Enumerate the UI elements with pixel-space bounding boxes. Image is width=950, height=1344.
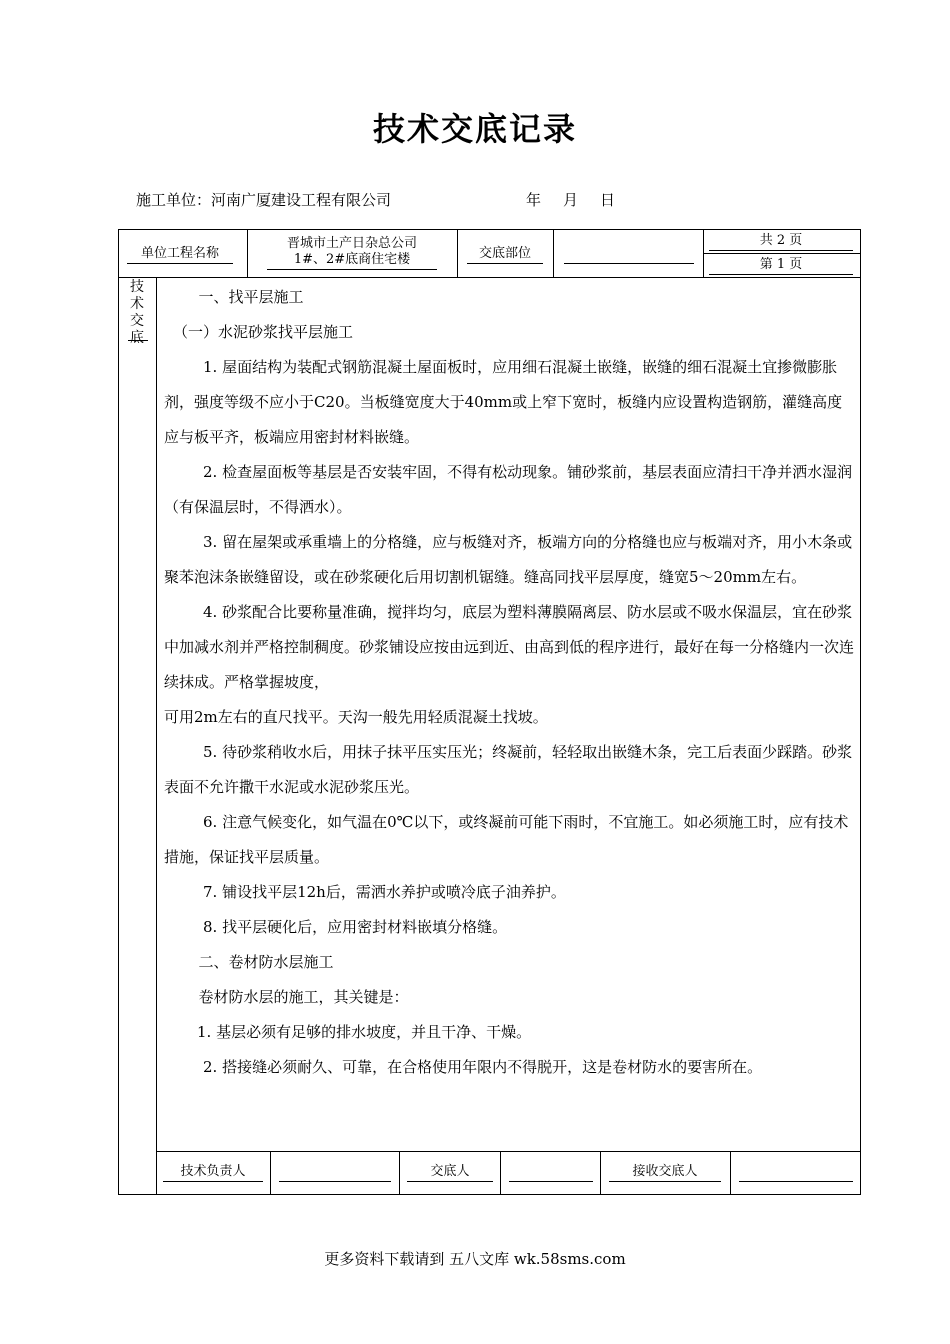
disclosure-content <box>164 280 854 1085</box>
paragraph: 8. 找平层硬化后，应用密封材料嵌填分格缝。 <box>203 918 508 936</box>
project-name-line1: 晋城市土产日杂总公司 <box>286 236 417 251</box>
paragraph: 可用2m左右的直尺找平。天沟一般先用轻质混凝土找坡。 <box>164 708 548 726</box>
discloser-label: 交底人 <box>403 1164 497 1182</box>
receiver-label: 接收交底人 <box>604 1164 726 1182</box>
part-value <box>562 246 696 269</box>
section-heading: 二、卷材防水层施工 <box>198 953 334 971</box>
part-label: 交底部位 <box>460 246 550 264</box>
construction-unit <box>136 189 391 210</box>
disclosure-side-label: 技 术 交 底 <box>130 279 144 346</box>
paragraph: 7. 铺设找平层12h后，需洒水养护或喷冷底子油养护。 <box>203 883 566 901</box>
paragraph: 5. 待砂浆稍收水后，用抹子抹平压实压光；终凝前，轻轻取出嵌缝木条，完工后表面少踩踏。砂浆表面不允许撒干水泥或水泥砂浆压光。 <box>164 743 853 796</box>
tech-lead-value <box>274 1164 396 1187</box>
page-title: 技术交底记录 <box>372 110 577 148</box>
tech-lead-label: 技术负责人 <box>160 1164 266 1182</box>
paragraph: 2. 搭接缝必须耐久、可靠，在合格使用年限内不得脱开，这是卷材防水的要害所在。 <box>203 1058 763 1076</box>
footer-note: 更多资料下载请到 五八文库 wk.58sms.com <box>324 1250 626 1268</box>
paragraph: 1. 屋面结构为装配式钢筋混凝土屋面板时，应用细石混凝土嵌缝，嵌缝的细石混凝土宜掺微膨胀剂，强度等级不应小于C20。当板缝宽度大于40mm或上窄下宽时，板缝内应设置构造钢筋，灌缝高度应与板平齐，板端应用密封材料嵌缝。 <box>164 358 843 446</box>
receiver-value <box>734 1164 858 1187</box>
project-name-line2: 1#、2#底商住宅楼 <box>267 252 437 270</box>
paragraph: 2. 检查屋面板等基层是否安装牢固，不得有松动现象。铺砂浆前，基层表面应清扫干净并洒水湿润（有保温层时，不得洒水）。 <box>164 463 853 516</box>
day-label: 日 <box>600 191 616 209</box>
paragraph: 卷材防水层的施工，其关键是： <box>198 988 409 1006</box>
year-label: 年 <box>526 191 542 209</box>
paragraph: 3. 留在屋架或承重墙上的分格缝，应与板缝对齐，板端方向的分格缝也应与板端对齐，用小木条或聚苯泡沫条嵌缝留设，或在砂浆硬化后用切割机锯缝。缝高同找平层厚度，缝宽5～20mm左右。 <box>164 533 853 586</box>
date-line <box>526 189 637 210</box>
project-name-label: 单位工程名称 <box>124 246 236 264</box>
subsection-heading: （一）水泥砂浆找平层施工 <box>173 323 354 341</box>
total-pages: 共 2 页 <box>706 233 856 251</box>
paragraph: 1. 基层必须有足够的排水坡度，并且干净、干燥。 <box>197 1023 532 1041</box>
month-label: 月 <box>563 191 579 209</box>
project-name-value <box>250 236 454 270</box>
unit-label: 施工单位： <box>136 191 212 209</box>
paragraph: 4. 砂浆配合比要称量准确，搅拌均匀，底层为塑料薄膜隔离层、防水层或不吸水保温层，宜在砂浆中加减水剂并严格控制稠度。砂浆铺设应按由远到近、由高到低的程序进行，最好在每一分格缝内一次连续抹成。严格掌握坡度， <box>164 603 855 691</box>
discloser-value <box>504 1164 597 1187</box>
unit-name: 河南广厦建设工程有限公司 <box>211 191 392 209</box>
section-heading: 一、找平层施工 <box>198 288 304 306</box>
paragraph: 6. 注意气候变化，如气温在0℃以下，或终凝前可能下雨时，不宜施工。如必须施工时，应有技术措施，保证找平层质量。 <box>164 813 849 866</box>
page-number: 第 1 页 <box>706 257 856 275</box>
